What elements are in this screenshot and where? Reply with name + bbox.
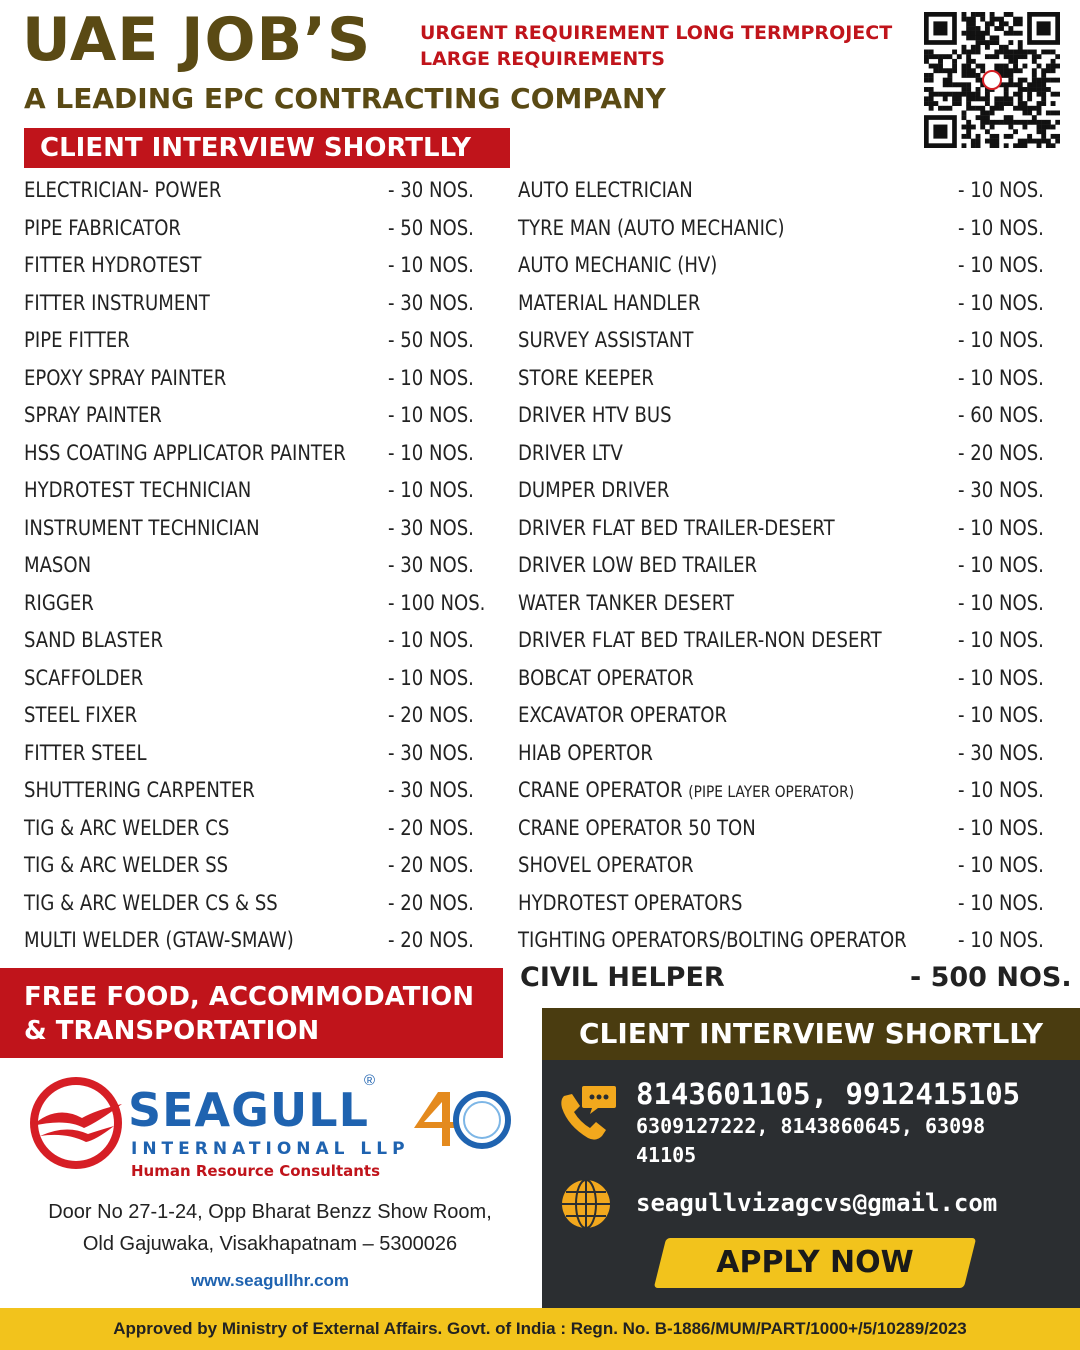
job-title-text: SHUTTERING CARPENTER: [24, 778, 255, 802]
job-title: [24, 472, 251, 509]
urgent-line-2: LARGE REQUIREMENTS: [420, 48, 665, 70]
job-title: [24, 360, 226, 397]
job-count: - 30 NOS.: [388, 740, 474, 765]
job-title: [518, 922, 907, 959]
job-title-text: RIGGER: [24, 590, 94, 615]
phone-numbers-primary[interactable]: 8143601105, 9912415105: [636, 1077, 1021, 1111]
40-years-emblem-icon: [408, 1088, 512, 1152]
job-count: - 30 NOS.: [388, 553, 474, 577]
job-title-text: BOBCAT OPERATOR: [518, 665, 694, 690]
job-title: [518, 210, 785, 247]
job-title: [24, 622, 163, 659]
company-subtitle: A LEADING EPC CONTRACTING COMPANY: [24, 82, 666, 115]
job-title: [24, 922, 294, 959]
job-title-text: STEEL FIXER: [24, 703, 138, 727]
job-title: [518, 285, 700, 322]
job-title-text: DRIVER LTV: [518, 440, 623, 465]
job-title-text: EXCAVATOR OPERATOR: [518, 703, 728, 727]
client-interview-banner-bottom: CLIENT INTERVIEW SHORTLLY: [542, 1008, 1080, 1060]
job-count: - 30 NOS.: [958, 740, 1044, 765]
footer-approval-text: Approved by Ministry of External Affairs. Govt. of India : Regn. No. B-1886/MUM/PART/1000+/5/10289/2023: [113, 1319, 967, 1338]
job-title: [24, 172, 221, 209]
job-title: [518, 360, 654, 397]
job-title-text: SPRAY PAINTER: [24, 403, 162, 427]
job-title-text: SAND BLASTER: [24, 628, 163, 652]
address-line-2: Old Gajuwaka, Visakhapatnam – 5300026: [82, 1233, 458, 1255]
job-title-text: MATERIAL HANDLER: [518, 290, 701, 315]
job-count: - 10 NOS.: [958, 703, 1044, 727]
job-title-text: FITTER HYDROTEST: [24, 253, 202, 277]
job-count: - 10 NOS.: [388, 403, 474, 427]
job-title-text: CRANE OPERATOR 50 TON: [518, 815, 756, 840]
job-title-text: PIPE FABRICATOR: [24, 215, 181, 240]
job-title-text: DRIVER HTV BUS: [518, 403, 672, 427]
registered-mark: ®: [364, 1072, 376, 1089]
job-count: - 20 NOS.: [388, 890, 474, 915]
job-title-text: TYRE MAN (AUTO MECHANIC): [518, 215, 785, 240]
job-title: [518, 510, 835, 547]
job-title-text: HYDROTEST TECHNICIAN: [24, 478, 252, 502]
job-count: - 10 NOS.: [388, 365, 474, 390]
job-title-text: SURVEY ASSISTANT: [518, 328, 694, 352]
job-title-text: DRIVER LOW BED TRAILER: [518, 553, 758, 577]
job-title-text: TIGHTING OPERATORS/BOLTING OPERATOR: [518, 928, 907, 952]
company-name: SEAGULL: [128, 1083, 369, 1137]
job-count: - 30 NOS.: [388, 290, 474, 315]
civil-helper-title: CIVIL HELPER: [520, 962, 725, 993]
job-count: - 10 NOS.: [958, 515, 1044, 540]
job-title-text: WATER TANKER DESERT: [518, 590, 735, 615]
job-count: - 20 NOS.: [388, 703, 474, 727]
globe-icon: [560, 1178, 612, 1230]
company-subname: INTERNATIONAL LLP: [131, 1139, 410, 1159]
job-count: - 10 NOS.: [958, 778, 1044, 802]
job-title: [24, 585, 94, 622]
job-title-text: AUTO ELECTRICIAN: [518, 178, 693, 202]
job-count: - 10 NOS.: [958, 365, 1044, 390]
job-title: [518, 772, 854, 809]
job-count: - 10 NOS.: [958, 928, 1044, 952]
job-count: - 10 NOS.: [958, 590, 1044, 615]
job-title: [24, 547, 91, 584]
job-count: - 20 NOS.: [388, 815, 474, 840]
job-title: [24, 285, 210, 322]
job-title: [518, 322, 693, 359]
company-tagline: Human Resource Consultants: [131, 1162, 381, 1180]
job-count: - 10 NOS.: [958, 853, 1044, 877]
job-title: [24, 660, 143, 697]
phone-numbers-secondary[interactable]: 6309127222, 8143860645, 63098 41105: [636, 1114, 986, 1167]
job-title-text: CRANE OPERATOR: [518, 778, 683, 802]
job-title: [518, 435, 623, 472]
urgent-line-1: URGENT REQUIREMENT LONG TERMPROJECT: [420, 22, 893, 44]
job-title: [518, 847, 694, 884]
job-title: [24, 735, 147, 772]
job-count: - 30 NOS.: [388, 515, 474, 540]
benefits-line-2: & TRANSPORTATION: [24, 1016, 320, 1046]
job-count: - 10 NOS.: [958, 890, 1044, 915]
seagull-logo-icon: [26, 1074, 126, 1172]
job-count: - 10 NOS.: [958, 290, 1044, 315]
job-title: [518, 697, 727, 734]
job-count: - 10 NOS.: [958, 215, 1044, 240]
job-title: [24, 847, 228, 884]
job-title: [24, 510, 260, 547]
job-title-text: SHOVEL OPERATOR: [518, 853, 694, 877]
job-title-text: FITTER INSTRUMENT: [24, 290, 210, 315]
address-line-1: Door No 27-1-24, Opp Bharat Benzz Show Room,: [48, 1201, 492, 1223]
job-title: [24, 772, 255, 809]
job-title: [24, 810, 229, 847]
job-count: - 10 NOS.: [388, 253, 474, 277]
job-count: - 10 NOS.: [958, 628, 1044, 652]
job-title: [518, 547, 757, 584]
job-title-text: SCAFFOLDER: [24, 665, 144, 690]
job-count: - 60 NOS.: [958, 403, 1044, 427]
job-title-text: DUMPER DRIVER: [518, 478, 670, 502]
job-title-text: PIPE FITTER: [24, 328, 130, 352]
job-count: - 10 NOS.: [958, 328, 1044, 352]
job-title-text: ELECTRICIAN- POWER: [24, 178, 222, 202]
page-title: UAE JOB’S: [22, 5, 372, 75]
job-title: [24, 697, 137, 734]
job-title: [24, 322, 130, 359]
job-title: [518, 885, 743, 922]
job-count: - 10 NOS.: [958, 553, 1044, 577]
job-title: [518, 810, 756, 847]
job-title-subtext: (PIPE LAYER OPERATOR): [688, 782, 855, 801]
job-title-text: STORE KEEPER: [518, 365, 654, 390]
job-count: - 10 NOS.: [958, 815, 1044, 840]
job-count: - 20 NOS.: [388, 928, 474, 952]
job-title-text: HIAB OPERTOR: [518, 740, 653, 765]
job-title: [24, 210, 181, 247]
job-count: - 10 NOS.: [958, 178, 1044, 202]
job-title-text: TIG & ARC WELDER CS: [24, 815, 230, 840]
job-count: - 30 NOS.: [958, 478, 1044, 502]
job-title-text: AUTO MECHANIC (HV): [518, 253, 718, 277]
job-title: [518, 735, 653, 772]
job-count: - 20 NOS.: [388, 853, 474, 877]
job-count: - 10 NOS.: [388, 665, 474, 690]
qr-code-icon[interactable]: [924, 12, 1060, 148]
job-count: - 10 NOS.: [388, 440, 474, 465]
job-title: [518, 472, 669, 509]
job-title: [518, 247, 717, 284]
company-address: [20, 1196, 520, 1260]
job-count: - 100 NOS.: [388, 590, 486, 615]
job-title: [24, 397, 162, 434]
job-count: - 30 NOS.: [388, 778, 474, 802]
job-title-text: INSTRUMENT TECHNICIAN: [24, 515, 260, 540]
job-count: - 50 NOS.: [388, 328, 474, 352]
job-title-text: HYDROTEST OPERATORS: [518, 890, 743, 915]
job-title-text: DRIVER FLAT BED TRAILER-DESERT: [518, 515, 835, 540]
job-count: - 50 NOS.: [388, 215, 474, 240]
benefits-banner: [0, 968, 503, 1058]
website-link[interactable]: www.seagullhr.com: [190, 1271, 350, 1290]
job-title: [518, 397, 672, 434]
job-title: [24, 247, 201, 284]
job-title: [24, 435, 346, 472]
urgent-requirement-text: [420, 20, 892, 72]
email-address[interactable]: seagullvizagcvs@gmail.com: [636, 1189, 998, 1217]
civil-helper-count: - 500 NOS.: [910, 962, 1072, 993]
job-title-text: DRIVER FLAT BED TRAILER-NON DESERT: [518, 628, 882, 652]
client-interview-banner: CLIENT INTERVIEW SHORTLLY: [24, 128, 510, 168]
phone-chat-icon: [554, 1082, 618, 1146]
job-title: [518, 172, 693, 209]
job-count: - 10 NOS.: [958, 253, 1044, 277]
benefits-line-1: FREE FOOD, ACCOMMODATION: [24, 982, 475, 1012]
job-title-text: EPOXY SPRAY PAINTER: [24, 365, 227, 390]
job-title: [24, 885, 278, 922]
job-title-text: TIG & ARC WELDER SS: [24, 853, 229, 877]
job-title-text: MASON: [24, 553, 92, 577]
job-title-text: FITTER STEEL: [24, 740, 147, 765]
job-count: - 10 NOS.: [958, 665, 1044, 690]
job-title-text: MULTI WELDER (GTAW-SMAW): [24, 928, 294, 952]
job-count: - 20 NOS.: [958, 440, 1044, 465]
job-count: - 30 NOS.: [388, 178, 474, 202]
job-title: [518, 622, 882, 659]
job-count: - 10 NOS.: [388, 628, 474, 652]
job-count: - 10 NOS.: [388, 478, 474, 502]
job-title: [518, 660, 694, 697]
job-title: [518, 585, 734, 622]
job-title-text: HSS COATING APPLICATOR PAINTER: [24, 440, 346, 465]
job-title-text: TIG & ARC WELDER CS & SS: [24, 890, 278, 915]
apply-now-button[interactable]: APPLY NOW: [716, 1245, 914, 1280]
